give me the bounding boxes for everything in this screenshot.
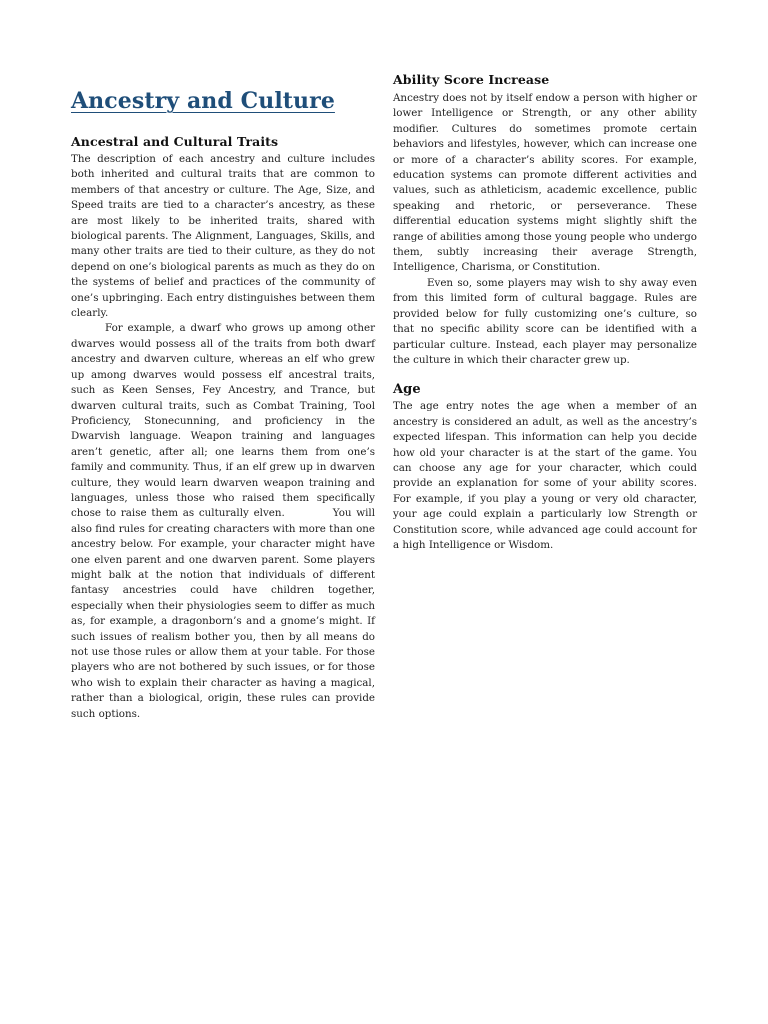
right-column [393,72,697,553]
paragraph-ability-score: Ancestry does not by itself endow a person with higher or lower Intelligence or Strength, or any other ability modifier. Cultures do sometimes promote certain behaviors and lifestyles, however, which can increase one or more of a character’s ability scores. For example, education systems can promote different activities and values, such as athleticism, academic excellence, public speaking and rhetoric, or perseverance. These differential education systems might slightly shift the range of abilities among those young people who undergo them, subtly increasing their average Strength, Intelligence, Charisma, or Constitution. [393,92,697,274]
left-column [71,88,375,722]
section-heading-age: Age [393,382,421,398]
paragraph-multiple-ancestry-text: You will also find rules for creating characters with more than one ancestry below. For example, your character might have one elven parent and one dwarven parent. Some players might balk at the notion that individuals of different fantasy ancestries could have children together, especially when their physiologies seem to differ as much as, for example, a dragonborn’s and a gnome’s might. If such issues of realism bother you, then by all means do not use those rules or allow them at your table. For those players who are not bothered by such issues, or for those who wish to explain their character as having a magical, rather than a biological, origin, these rules can provide such options. [71,507,375,720]
paragraph-dwarf-example-text: For example, a dwarf who grows up among other dwarves would possess all of the traits from both dwarf ancestry and dwarven culture, whereas an elf who grew up among dwarves would possess elf ancestral traits, such as Keen Senses, Fey Ancestry, and Trance, but dwarven cultural traits, such as Combat Training, Tool Proficiency, Stonecunning, and proficiency in the Dwarvish language. Weapon training and languages aren’t genetic, after all; one learns them from one’s family and community. Thus, if an elf grew up in dwarven culture, they would learn dwarven weapon training and languages, unless those who raised them specifically chose to raise them as culturally elven. [71,322,375,520]
section-heading-ability-score: Ability Score Increase [393,72,550,87]
paragraph-age: The age entry notes the age when a member of an ancestry is considered an adult, as well as the ancestry’s expected lifespan. This information can help you decide how old your character is at the start of the game. You can choose any age for your character, which could provide an explanation for some of your ability scores. For example, if you play a young or very old character, your age could explain a particularly low Strength or Constitution score, while advanced age could account for a high Intelligence or Wisdom. [393,400,697,551]
paragraph-traits-intro: The description of each ancestry and culture includes both inherited and cultural traits that are common to members of that ancestry or culture. The Age, Size, and Speed traits are tied to a character’s ancestry, as these are most likely to be inherited traits, shared with biological parents. The Alignment, Languages, Skills, and many other traits are tied to their culture, as they do not depend on one’s biological parents as much as they do on the systems of belief and practices of the community of one’s upbringing. Each entry distinguishes between them clearly. [71,153,375,320]
section-heading-ancestral-traits: Ancestral and Cultural Traits [71,134,279,149]
page-title: Ancestry and Culture [71,88,335,114]
paragraph-dwarf-example [71,321,375,722]
paragraph-cultural-baggage: Even so, some players may wish to shy away even from this limited form of cultural baggage. Rules are provided below for fully customizing one’s culture, so that no specific ability score can be identified with a particular culture. Instead, each player may personalize the culture in which their character grew up. [393,276,697,366]
